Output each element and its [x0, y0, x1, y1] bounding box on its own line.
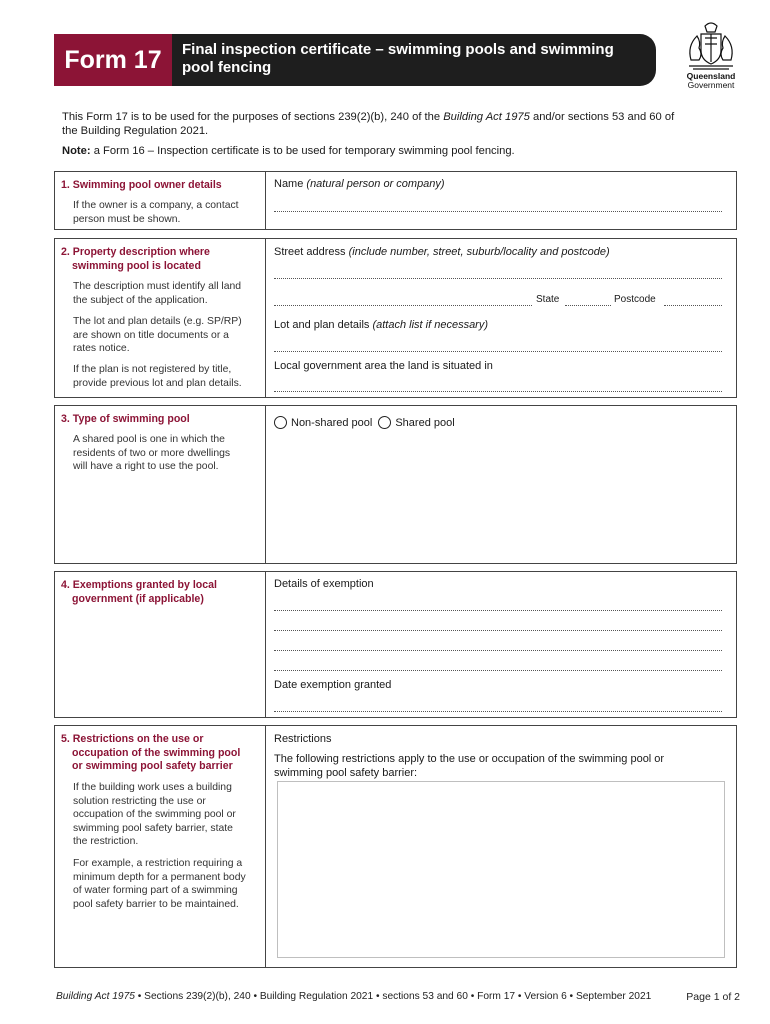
note-label: Note: [62, 145, 91, 157]
intro-text-line2: the Building Regulation 2021. [62, 125, 209, 137]
note-line: person must be shown. [73, 213, 181, 225]
pool-type-options [274, 416, 455, 429]
section-3-title: 3. Type of swimming pool [61, 413, 190, 425]
exemption-details-field-1[interactable] [274, 610, 722, 611]
owner-name-field[interactable] [274, 211, 722, 212]
logo-wordmark [678, 72, 744, 90]
exemption-details-field-3[interactable] [274, 650, 722, 651]
intro-act-name: Building Act 1975 [443, 111, 530, 123]
note-text: a Form 16 – Inspection certificate is to be used for temporary swimming pool fencing. [90, 145, 515, 157]
logo-line2: Government [687, 80, 735, 90]
exemption-details-label: Details of exemption [274, 578, 374, 590]
section-2-note-3: If the plan is not registered by title, provide previous lot and plan details. [73, 364, 242, 389]
exemption-date-field[interactable] [274, 711, 722, 712]
intro-text-b: and/or sections 53 and 60 of [529, 111, 675, 123]
section-2-title: 2. Property description where swimming pool is located [61, 246, 210, 272]
form-title-line1: Final inspection certificate – swimming pools and swimming [182, 41, 614, 58]
section-5-left [55, 726, 266, 967]
form-title [172, 34, 656, 86]
shared-pool-radio[interactable] [378, 416, 391, 429]
restrictions-label: Restrictions [274, 733, 332, 745]
section-2-note-1: The description must identify all land the subject of the application. [73, 281, 242, 306]
section-property-description [54, 238, 737, 398]
intro-paragraph [62, 110, 742, 138]
note-line: If the owner is a company, a contact [73, 200, 239, 211]
section-3-left [55, 406, 266, 563]
intro-note [62, 144, 742, 158]
lot-plan-field[interactable] [274, 351, 722, 352]
section-owner-details [54, 171, 737, 230]
section-1-left [55, 172, 266, 229]
section-2-left [55, 239, 266, 397]
postcode-field[interactable] [664, 305, 722, 306]
exemption-details-field-4[interactable] [274, 670, 722, 671]
section-exemptions [54, 571, 737, 718]
section-3-note: A shared pool is one in which the residents of two or more dwellings will have a right to use the pool. [73, 434, 231, 472]
shared-pool-label: Shared pool [395, 416, 455, 429]
owner-name-label: Name (natural person or company) [274, 178, 445, 190]
state-label: State [536, 294, 560, 305]
section-1-note [73, 199, 261, 226]
intro-text [62, 110, 742, 164]
section-5-title: 5. Restrictions on the use or occupation of the swimming pool or swimming pool safety barrier [61, 733, 241, 772]
page-number: Page 1 of 2 [686, 991, 740, 1003]
lga-label: Local government area the land is situated in [274, 360, 493, 372]
state-field[interactable] [565, 305, 611, 306]
lot-plan-label: Lot and plan details (attach list if necessary) [274, 319, 489, 331]
non-shared-pool-label: Non-shared pool [291, 416, 373, 429]
footer-citation: Building Act 1975 • Sections 239(2)(b), 240 • Building Regulation 2021 • sections 53 and 60 • Form 17 • Version 6 • September 2021 [56, 991, 652, 1002]
section-5-note-2: For example, a restriction requiring a minimum depth for a permanent body of water forming part of a swimming pool safety barrier to be maintained. [73, 858, 246, 910]
form-header [54, 34, 656, 86]
section-2-note-2: The lot and plan details (e.g. SP/RP) are shown on title documents or a rates notice. [73, 316, 242, 354]
form-number-label: Form 17 [54, 34, 172, 86]
form-title-line2: pool fencing [182, 59, 272, 76]
logo-line1: Queensland [686, 71, 736, 81]
exemption-details-field-2[interactable] [274, 630, 722, 631]
restrictions-text-box[interactable] [277, 781, 725, 958]
restrictions-text: The following restrictions apply to the use or occupation of the swimming pool or swimming pool safety barrier: [274, 753, 665, 779]
section-4-title: 4. Exemptions granted by local government (if applicable) [61, 579, 218, 605]
lga-field[interactable] [274, 391, 722, 392]
queensland-coat-of-arms-icon [683, 20, 739, 72]
intro-text-a: This Form 17 is to be used for the purposes of sections 239(2)(b), 240 of the [62, 111, 444, 123]
postcode-label: Postcode [614, 294, 656, 305]
street-address-field-line-1[interactable] [274, 278, 722, 279]
section-4-left [55, 572, 266, 717]
street-address-field-line-2[interactable] [274, 305, 532, 306]
queensland-government-logo [678, 20, 744, 96]
exemption-date-label: Date exemption granted [274, 679, 392, 691]
section-5-note-1: If the building work uses a building solution restricting the use or occupation of the swimming pool or swimming pool safety barrier, state the restriction. [73, 782, 236, 847]
street-address-label: Street address (include number, street, suburb/locality and postcode) [274, 246, 610, 258]
page-footer [56, 991, 740, 1002]
section-pool-type [54, 405, 737, 564]
non-shared-pool-radio[interactable] [274, 416, 287, 429]
section-1-title: 1. Swimming pool owner details [61, 179, 222, 191]
section-restrictions [54, 725, 737, 968]
